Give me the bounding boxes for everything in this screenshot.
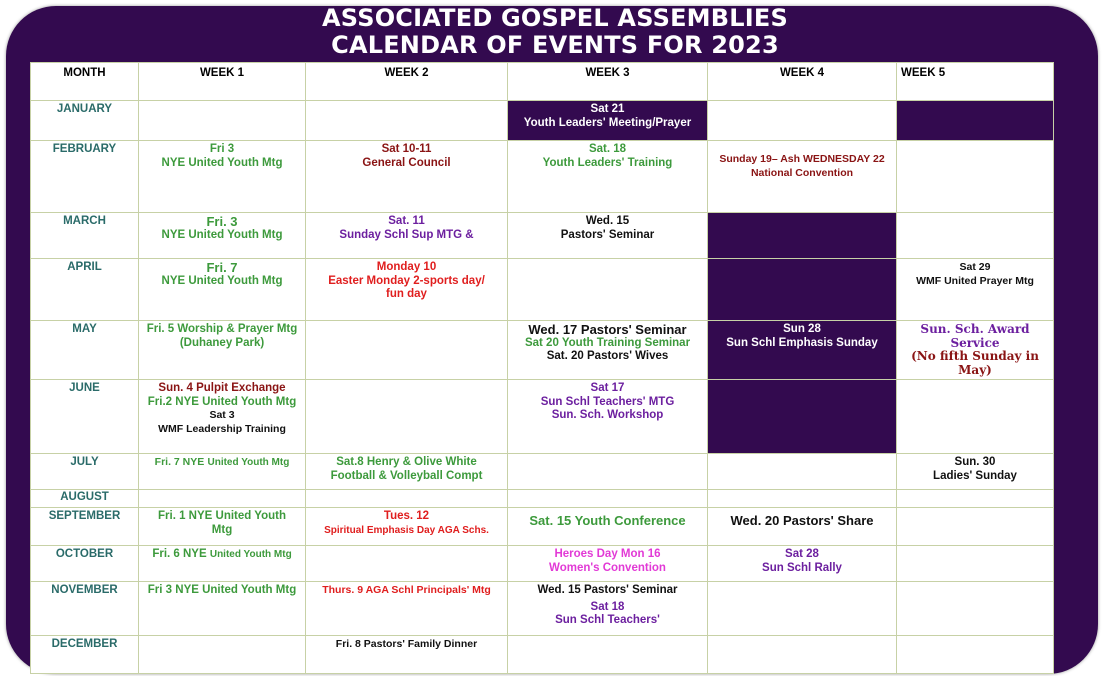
event-title: Fri. 8 Pastors' Family Dinner — [335, 638, 478, 650]
event-title: Sun. Sch. Award Service — [920, 322, 1030, 350]
cell-nov-w5 — [897, 582, 1054, 636]
header-week-4: WEEK 4 — [708, 63, 897, 101]
event-title: Sun Schl Teachers' — [555, 614, 660, 626]
event-title: General Council — [362, 156, 451, 169]
event-title: Sun Schl Emphasis Sunday — [726, 336, 878, 349]
header-week-2: WEEK 2 — [306, 63, 508, 101]
cell-jun-w1 — [139, 380, 306, 454]
event-title: NYE United Youth Mtg — [161, 274, 283, 287]
event-date: Monday 10 — [376, 261, 437, 273]
cell-jul-w4 — [708, 454, 897, 490]
row-september — [31, 508, 1054, 546]
month-september: SEPTEMBER — [31, 508, 139, 546]
row-november — [31, 582, 1054, 636]
month-june: JUNE — [31, 380, 139, 454]
cell-mar-w4 — [708, 213, 897, 259]
header-week-5: WEEK 5 — [897, 63, 1054, 101]
cell-jun-w5 — [897, 380, 1054, 454]
event-title: Thurs. 9 AGA Schl Principals' Mtg — [322, 584, 491, 596]
cell-oct-w3 — [508, 546, 708, 582]
cell-oct-w5 — [897, 546, 1054, 582]
cell-sep-w3 — [508, 508, 708, 546]
event-title: Sunday Schl Sup MTG & — [339, 228, 474, 241]
cell-mar-w2 — [306, 213, 508, 259]
row-june — [31, 380, 1054, 454]
cell-sep-w2 — [306, 508, 508, 546]
header-week-1: WEEK 1 — [139, 63, 306, 101]
row-december — [31, 636, 1054, 674]
month-april: APRIL — [31, 259, 139, 321]
cell-jan-w2 — [306, 101, 508, 141]
cell-jul-w5 — [897, 454, 1054, 490]
cell-may-w4 — [708, 321, 897, 380]
header-week-3: WEEK 3 — [508, 63, 708, 101]
cell-may-w5 — [897, 321, 1054, 380]
cell-dec-w2 — [306, 636, 508, 674]
header-row — [31, 63, 1054, 101]
cell-aug-w5 — [897, 490, 1054, 508]
event-date: Sunday 19– Ash WEDNESDAY 22 — [719, 153, 885, 165]
cell-jul-w3 — [508, 454, 708, 490]
header-month: MONTH — [31, 63, 139, 101]
event-date: Sat 18 — [590, 600, 625, 613]
month-march: MARCH — [31, 213, 139, 259]
event-title: Pastors' Seminar — [560, 228, 655, 241]
cell-jun-w4 — [708, 380, 897, 454]
cell-feb-w5 — [897, 141, 1054, 213]
event-title: Wed. 15 Pastors' Seminar — [537, 584, 678, 596]
event-date: Heroes Day Mon 16 — [554, 548, 661, 560]
event-title: Sat.8 Henry & Olive White — [336, 456, 477, 468]
event-title: Wed. 20 Pastors' Share — [730, 513, 874, 528]
event-title: Football & Volleyball Compt — [330, 469, 483, 482]
cell-mar-w5 — [897, 213, 1054, 259]
event-title: Fri 3 NYE United Youth Mtg — [147, 584, 297, 596]
cell-mar-w3 — [508, 213, 708, 259]
event-date: Sat. 11 — [388, 215, 425, 227]
event-title: United Youth Mtg — [207, 457, 290, 468]
event-title: Youth Leaders' Meeting/Prayer — [523, 116, 692, 129]
page-title — [0, 5, 1110, 59]
event-title: Sun Schl Rally — [762, 561, 842, 574]
cell-nov-w4 — [708, 582, 897, 636]
cell-oct-w2 — [306, 546, 508, 582]
row-february — [31, 141, 1054, 213]
event-date: Sun. 30 — [954, 456, 996, 468]
cell-jan-w5 — [897, 101, 1054, 141]
event-note: (No fifth Sunday in May) — [911, 349, 1039, 377]
event-date: Sun 28 — [783, 323, 821, 335]
cell-mar-w1 — [139, 213, 306, 259]
event-title: NYE United Youth Mtg — [161, 228, 283, 241]
event-title: Wed. 17 Pastors' Seminar — [528, 322, 687, 337]
cell-dec-w5 — [897, 636, 1054, 674]
cell-sep-w4 — [708, 508, 897, 546]
event-title: Fri. 5 Worship & Prayer Mtg — [146, 323, 298, 335]
month-january: JANUARY — [31, 101, 139, 141]
row-january — [31, 101, 1054, 141]
event-date: Sat 17 — [590, 382, 625, 394]
cell-dec-w1 — [139, 636, 306, 674]
event-date: Fri 3 — [209, 143, 235, 155]
row-march — [31, 213, 1054, 259]
event-title: NYE United Youth Mtg — [161, 156, 283, 169]
cell-may-w3 — [508, 321, 708, 380]
cell-feb-w3 — [508, 141, 708, 213]
cell-apr-w3 — [508, 259, 708, 321]
event-date: Tues. 12 — [383, 510, 430, 522]
cell-oct-w4 — [708, 546, 897, 582]
cell-apr-w4 — [708, 259, 897, 321]
event-date: Wed. 15 — [585, 215, 630, 227]
row-october — [31, 546, 1054, 582]
cell-feb-w2 — [306, 141, 508, 213]
event-date: Sat 28 — [785, 548, 819, 560]
event-date: Sat 29 — [959, 261, 991, 273]
month-may: MAY — [31, 321, 139, 380]
event-title: Fri.2 NYE United Youth Mtg — [147, 395, 297, 408]
event-title: Easter Monday 2-sports day/ fun day — [328, 274, 485, 300]
event-date: Sat 10-11 — [381, 143, 432, 155]
month-november: NOVEMBER — [31, 582, 139, 636]
event-date: Fri. 6 NYE — [152, 548, 207, 560]
event-title: Sun. Sch. Workshop — [551, 409, 664, 421]
event-title: Sat. 15 Youth Conference — [529, 513, 686, 528]
event-title: WMF Leadership Training — [158, 422, 286, 435]
row-july — [31, 454, 1054, 490]
cell-jul-w2 — [306, 454, 508, 490]
event-title: Ladies' Sunday — [933, 469, 1017, 482]
event-title: Spiritual Emphasis Day AGA Schs. — [324, 524, 489, 536]
cell-dec-w4 — [708, 636, 897, 674]
month-august: AUGUST — [31, 490, 139, 508]
cell-jan-w3 — [508, 101, 708, 141]
event-title: Sat 20 Youth Training Seminar — [524, 336, 691, 349]
cell-dec-w3 — [508, 636, 708, 674]
event-title: Sat. 20 Pastors' Wives — [546, 350, 669, 362]
cell-nov-w2 — [306, 582, 508, 636]
cell-jun-w3 — [508, 380, 708, 454]
title-line-2: CALENDAR OF EVENTS FOR 2023 — [331, 31, 779, 59]
cell-aug-w4 — [708, 490, 897, 508]
cell-aug-w2 — [306, 490, 508, 508]
cell-apr-w2 — [306, 259, 508, 321]
cell-apr-w1 — [139, 259, 306, 321]
month-december: DECEMBER — [31, 636, 139, 674]
event-date: Fri. 7 — [206, 260, 238, 275]
event-date: Sat 3 — [209, 409, 235, 421]
cell-jun-w2 — [306, 380, 508, 454]
event-title: WMF United Prayer Mtg — [916, 274, 1034, 287]
event-title: United Youth Mtg — [209, 549, 292, 560]
event-title: National Convention — [750, 166, 854, 179]
event-date: Fri. 7 NYE — [154, 456, 205, 468]
event-date: Fri. 3 — [206, 214, 238, 229]
month-october: OCTOBER — [31, 546, 139, 582]
cell-aug-w1 — [139, 490, 306, 508]
cell-sep-w1 — [139, 508, 306, 546]
month-february: FEBRUARY — [31, 141, 139, 213]
row-may — [31, 321, 1054, 380]
cell-jan-w1 — [139, 101, 306, 141]
cell-nov-w1 — [139, 582, 306, 636]
cell-sep-w5 — [897, 508, 1054, 546]
cell-feb-w1 — [139, 141, 306, 213]
events-calendar-table — [30, 62, 1054, 674]
cell-nov-w3 — [508, 582, 708, 636]
cell-may-w1 — [139, 321, 306, 380]
event-title: Women's Convention — [549, 561, 666, 574]
event-location: (Duhaney Park) — [179, 336, 265, 349]
cell-feb-w4 — [708, 141, 897, 213]
event-title: Fri. 1 NYE United Youth Mtg — [158, 510, 286, 536]
cell-oct-w1 — [139, 546, 306, 582]
title-line-1: ASSOCIATED GOSPEL ASSEMBLIES — [322, 4, 788, 32]
month-july: JULY — [31, 454, 139, 490]
cell-jan-w4 — [708, 101, 897, 141]
event-title: Sun. 4 Pulpit Exchange — [158, 382, 286, 394]
cell-jul-w1 — [139, 454, 306, 490]
cell-aug-w3 — [508, 490, 708, 508]
row-april — [31, 259, 1054, 321]
event-title: Youth Leaders' Training — [542, 156, 673, 169]
row-august — [31, 490, 1054, 508]
cell-may-w2 — [306, 321, 508, 380]
cell-apr-w5 — [897, 259, 1054, 321]
event-date: Sat. 18 — [588, 143, 627, 155]
event-title: Sun Schl Teachers' MTG — [540, 395, 675, 408]
event-date: Sat 21 — [590, 103, 625, 115]
